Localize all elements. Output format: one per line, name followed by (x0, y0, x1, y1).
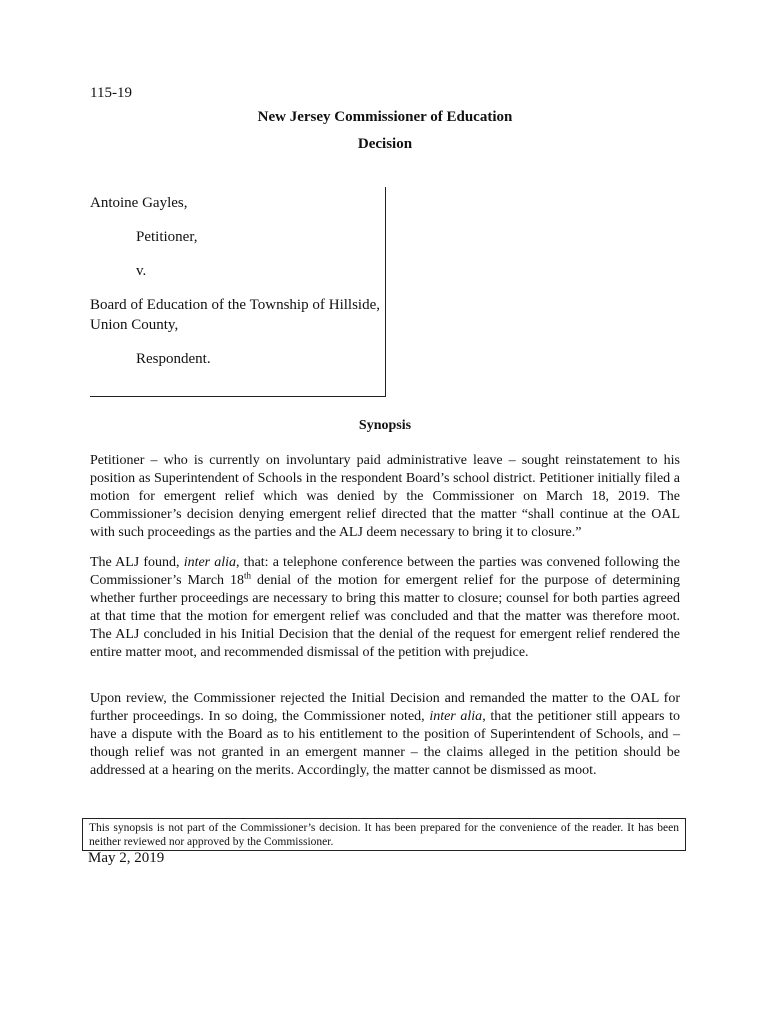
paragraph-text: , that the petitioner still appears to have a dispute with the Board as to his entitlement to the position of Superintendent of Schools, and – though relief was not granted in an emergent manner – the claims alleged in the petition should be addressed at a hearing on the merits. Accordingly, the matter cannot be dismissed as moot. (90, 709, 680, 778)
synopsis-paragraph-3 (90, 690, 680, 780)
paragraph-text: The ALJ found, (90, 555, 184, 570)
page-subtitle: Decision (357, 136, 413, 152)
synopsis-heading: Synopsis (358, 418, 412, 433)
petitioner-name: Antoine Gayles, (90, 195, 188, 211)
respondent-role: Respondent. (136, 351, 211, 367)
respondent-name: Board of Education of the Township of Hillside, Union County, (90, 297, 380, 333)
paragraph-text: , that: a telephone conference between the parties was convened following the Commissioner’s March 18 (90, 555, 680, 588)
document-number: 115-19 (90, 85, 132, 101)
page-title: New Jersey Commissioner of Education (257, 109, 513, 125)
synopsis-paragraph-2 (90, 554, 680, 662)
italic-text: inter alia (183, 555, 237, 570)
superscript-text: th (244, 570, 252, 581)
versus-label: v. (136, 263, 147, 279)
petitioner-role: Petitioner, (136, 229, 198, 245)
paragraph-text: denial of the motion for emergent relief for the purpose of determining whether further proceedings are necessary to bring this matter to closure; counsel for both parties agreed at that time that the motion for emergent relief was concluded and that the matter was therefore moot. The ALJ concluded in his Initial Decision that the denial of the request for emergent relief rendered the entire matter moot, and recommended dismissal of the petition with prejudice. (90, 573, 680, 660)
paragraph-text: Upon review, the Commissioner rejected the Initial Decision and remanded the matter to the OAL for further proceedings. In so doing, the Commissioner noted, (90, 691, 680, 724)
italic-text: inter alia (429, 709, 483, 724)
case-caption (90, 187, 386, 397)
decision-date: May 2, 2019 (88, 850, 165, 866)
disclaimer-note: This synopsis is not part of the Commissioner’s decision. It has been prepared for the convenience of the reader. It has been neither reviewed nor approved by the Commissioner. (82, 818, 686, 851)
synopsis-paragraph-1: Petitioner – who is currently on involuntary paid administrative leave – sought reinstatement to his position as Superintendent of Schools in the respondent Board’s school district. Petitioner initially filed a motion for emergent relief which was denied by the Commissioner on March 18, 2019. The Commissioner’s decision denying emergent relief directed that the matter “shall continue at the OAL with such proceedings as the parties and the ALJ deem necessary to bring it to closure.” (90, 453, 680, 540)
